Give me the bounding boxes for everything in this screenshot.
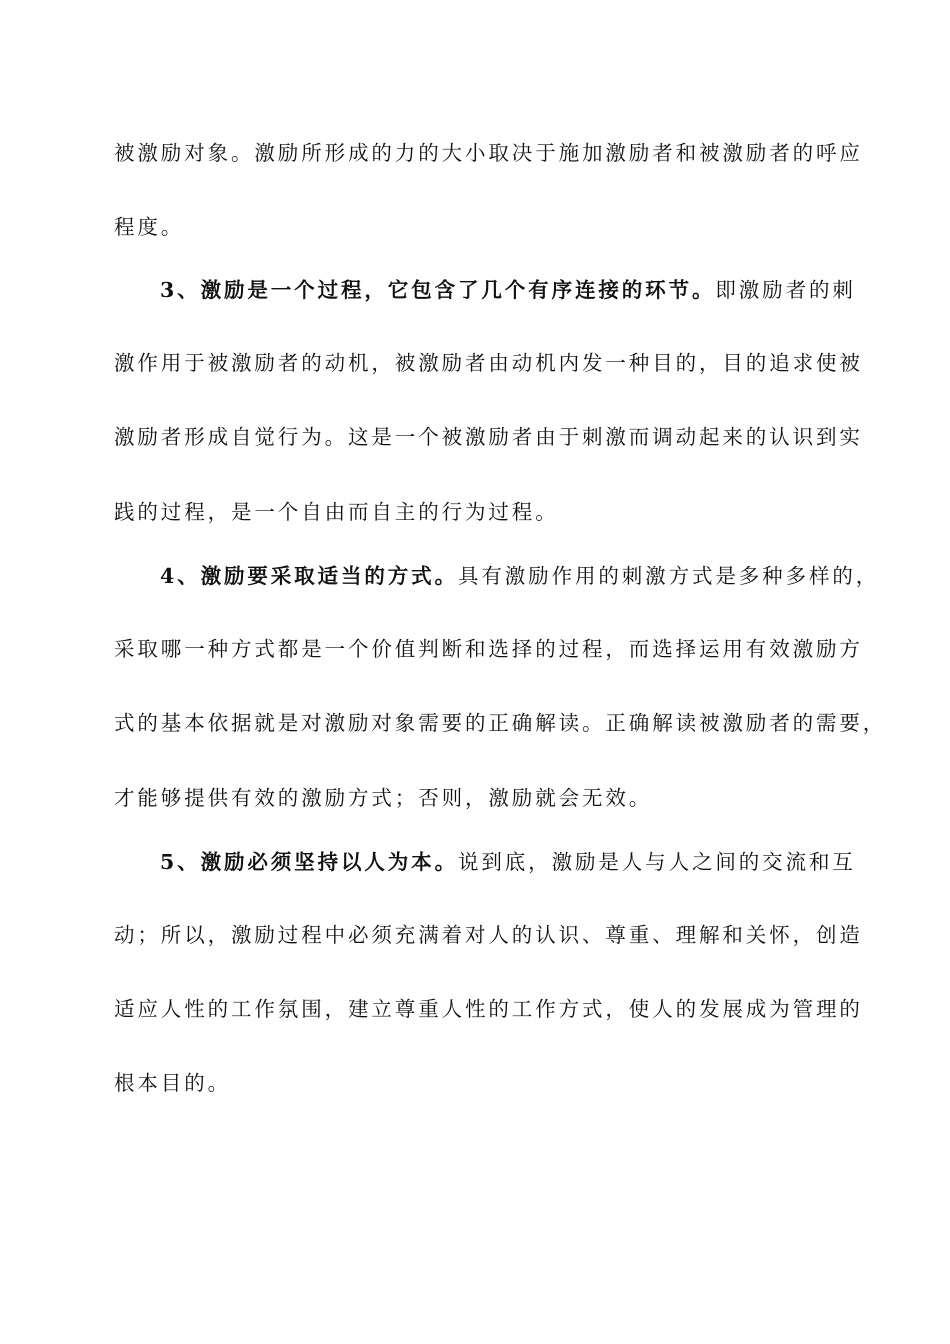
paragraph-2-line-2: 激作用于被激励者的动机，被激励者由动机内发一种目的，目的追求使被	[114, 351, 863, 375]
paragraph-4-first-line-rest: 说到底，激励是人与人之间的交流和互	[457, 850, 856, 874]
paragraph-3-line-4: 才能够提供有效的激励方式；否则，激励就会无效。	[114, 786, 653, 810]
paragraph-3-line-2: 采取哪一种方式都是一个价值判断和选择的过程，而选择运用有效激励方	[114, 637, 863, 661]
paragraph-4-heading: 5、激励必须坚持以人为本。	[160, 850, 458, 874]
paragraph-4-line-1	[160, 847, 900, 877]
paragraph-2-line-1	[160, 275, 900, 305]
paragraph-4-line-3: 适应人性的工作氛围，建立尊重人性的工作方式，使人的发展成为管理的	[114, 997, 863, 1021]
paragraph-4-line-2: 动；所以，激励过程中必须充满着对人的认识、尊重、理解和关怀，创造	[114, 923, 863, 947]
paragraph-3-heading: 4、激励要采取适当的方式。	[160, 564, 458, 588]
paragraph-2-first-line-rest: 即激励者的刺	[715, 278, 856, 302]
paragraph-1-line-1: 被激励对象。激励所形成的力的大小取决于施加激励者和被激励者的呼应	[114, 141, 863, 165]
paragraph-3-line-1	[160, 561, 900, 591]
paragraph-2-line-3: 激励者形成自觉行为。这是一个被激励者由于刺激而调动起来的认识到实	[114, 425, 863, 449]
paragraph-1-line-2: 程度。	[114, 215, 185, 239]
paragraph-4-line-4: 根本目的。	[114, 1071, 231, 1095]
paragraph-2-line-4: 践的过程，是一个自由而自主的行为过程。	[114, 500, 559, 524]
paragraph-3-line-3: 式的基本依据就是对激励对象需要的正确解读。正确解读被激励者的需要，	[114, 711, 887, 735]
paragraph-3-first-line-rest: 具有激励作用的刺激方式是多种多样的，	[457, 564, 880, 588]
paragraph-2-heading: 3、激励是一个过程，它包含了几个有序连接的环节。	[160, 278, 716, 302]
